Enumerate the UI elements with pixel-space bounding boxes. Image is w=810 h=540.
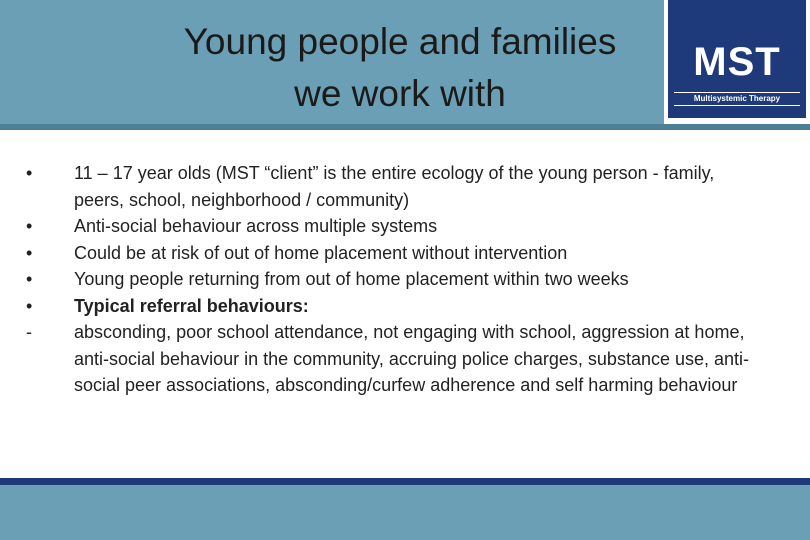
title-line-2: we work with: [294, 73, 506, 114]
bullet-marker: •: [26, 269, 33, 289]
bullet-text: Anti-social behaviour across multiple systems: [74, 216, 438, 236]
bullet-text: Could be at risk of out of home placement without intervention: [74, 242, 568, 263]
referral-behaviours-list: [26, 319, 766, 399]
footer-divider: [0, 478, 810, 485]
bullet-text: Young people returning from out of home placement within two weeks: [74, 269, 629, 289]
footer-band: [0, 478, 810, 540]
dash-marker: -: [26, 322, 32, 342]
bullet-item: [26, 160, 766, 213]
bullet-marker: •: [26, 295, 33, 316]
slide-body: [26, 160, 766, 399]
mst-logo: [664, 0, 810, 124]
bullet-text-heading: Typical referral behaviours:: [74, 295, 309, 316]
logo-wordmark: MST: [693, 40, 781, 84]
logo-box: [668, 0, 806, 118]
logo-subtitle: Multisystemic Therapy: [674, 92, 800, 106]
title-line-1: Young people and families: [183, 21, 617, 62]
header-divider: [0, 124, 810, 130]
bullet-item: [26, 240, 766, 267]
referral-behaviours-text: absconding, poor school attendance, not engaging with school, aggression at home, anti-social behaviour in the community, accruing police charges, substance use, anti-social peer associations, absconding/curfew adherence and self harming behaviour: [74, 322, 750, 395]
slide-title: [130, 16, 670, 120]
bullet-marker: •: [26, 216, 33, 236]
bullet-item: [26, 266, 766, 293]
bullet-marker: •: [26, 242, 33, 263]
bullet-text: 11 – 17 year olds (MST “client” is the entire ecology of the young person - family, peers, school, neighborhood / community): [74, 163, 715, 210]
header-band: [0, 0, 810, 124]
bullet-marker: •: [26, 163, 33, 183]
bullet-item: [26, 213, 766, 240]
bullet-item: [26, 293, 766, 320]
